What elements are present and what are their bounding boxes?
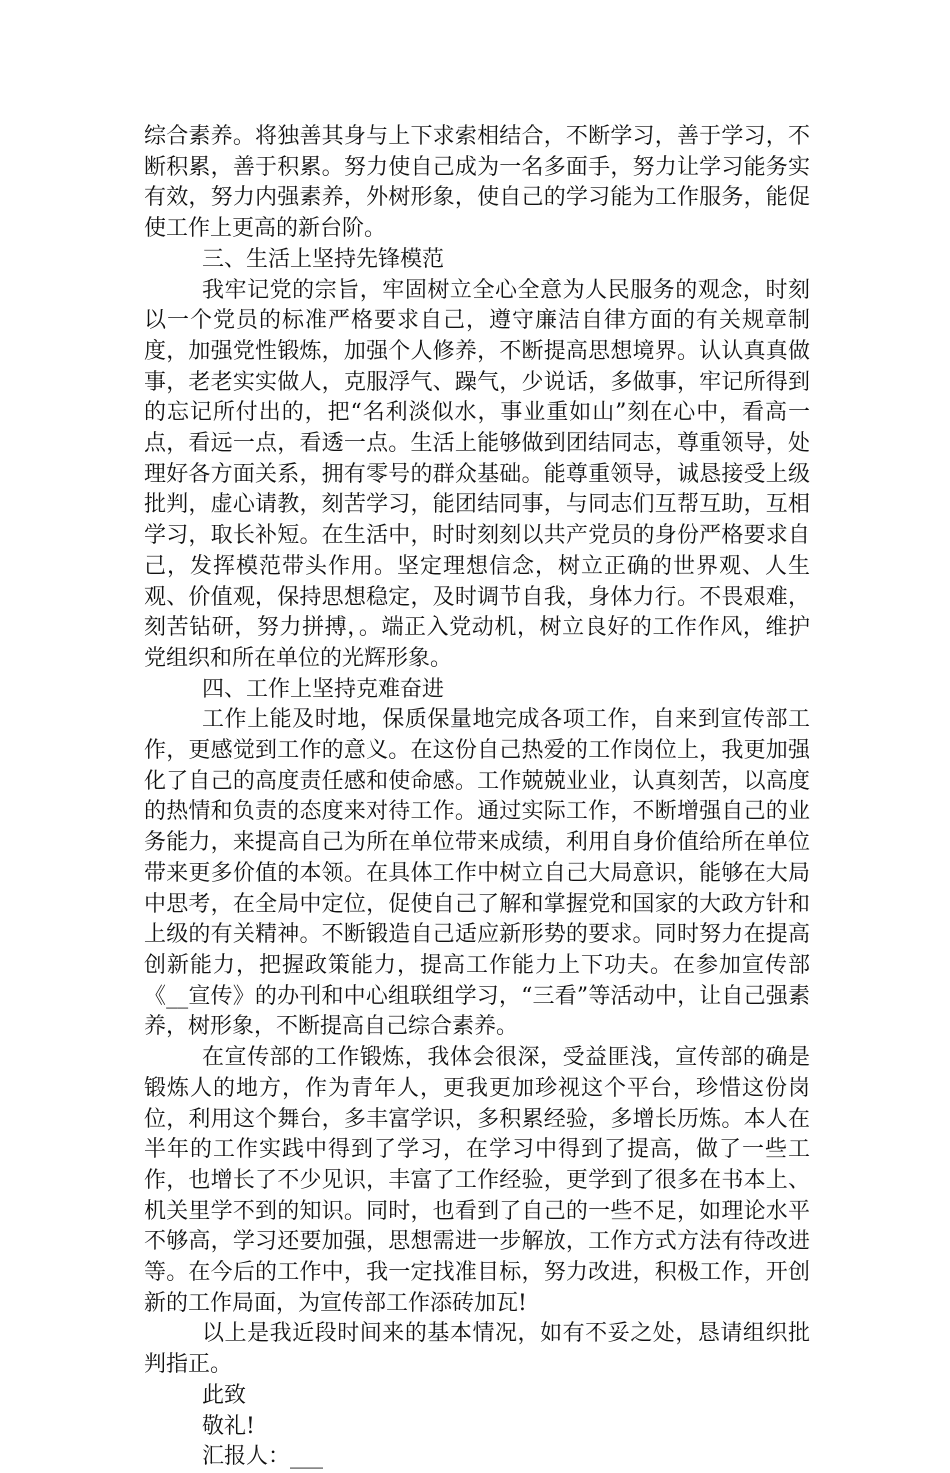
reporter-label: 汇报人： — [202, 1444, 291, 1470]
document-page — [144, 122, 810, 1473]
paragraph-self-cultivation: 综合素养。将独善其身与上下求索相结合，不断学习，善于学习，不断积累，善于积累。努力使自己成为一名多面手，努力让学习能务实有效，努力内强素养，外树形象，使自己的学习能为工作服务，能促使工作上更高的新台阶。 — [144, 124, 810, 242]
reporter-line — [144, 1442, 810, 1473]
paragraph-work: 工作上能及时地，保质保量地完成各项工作，自来到宣传部工作，更感觉到工作的意义。在这份自己热爱的工作岗位上，我更加强化了自己的高度责任感和使命感。工作兢兢业业，认真刻苦，以高度的热情和负责的态度来对待工作。通过实际工作，不断增强自己的业务能力，来提高自己为所在单位带来成绩，利用自身价值给所在单位带来更多价值的本领。在具体工作中树立自己大局意识，能够在大局中思考，在全局中定位，促使自己了解和掌握党和国家的大政方针和上级的有关精神。不断锻造自己适应新形势的要求。同时努力在提高创新能力，把握政策能力，提高工作能力上下功夫。在参加宣传部《__宣传》的办刊和中心组联组学习，“三看”等活动中，让自己强素养，树形象，不断提高自己综合素养。 — [144, 707, 810, 1040]
section-heading-work: 四、工作上坚持克难奋进 — [202, 676, 445, 702]
closing-salutation: 此致 — [202, 1382, 247, 1408]
section-heading-life: 三、生活上坚持先锋模范 — [202, 246, 445, 272]
paragraph-summary: 以上是我近段时间来的基本情况，如有不妥之处，恳请组织批判指正。 — [144, 1321, 810, 1378]
paragraph-reflection: 在宣传部的工作锻炼，我体会很深，受益匪浅，宣传部的确是锻炼人的地方，作为青年人，更我更加珍视这个平台，珍惜这份岗位，利用这个舞台，多丰富学识，多积累经验，多增长历炼。本人在半年的工作实践中得到了学习，在学习中得到了提高，做了一些工作，也增长了不少见识，丰富了工作经验，更学到了很多在书本上、机关里学不到的知识。同时，也看到了自己的一些不足，如理论水平不够高，学习还要加强，思想需进一步解放，工作方式方法有待改进等。在今后的工作中，我一定找准目标，努力改进，积极工作，开创新的工作局面，为宣传部工作添砖加瓦! — [144, 1045, 810, 1316]
paragraph-life: 我牢记党的宗旨，牢固树立全心全意为人民服务的观念，时刻以一个党员的标准严格要求自己，遵守廉洁自律方面的有关规章制度，加强党性锻炼，加强个人修养，不断提高思想境界。认认真真做事，老老实实做人，克服浮气、躁气，少说话，多做事，牢记所得到的忘记所付出的，把“名利淡似水，事业重如山”刻在心中，看高一点，看远一点，看透一点。生活上能够做到团结同志，尊重领导，处理好各方面关系，拥有零号的群众基础。能尊重领导，诚恳接受上级批判，虚心请教，刻苦学习，能团结同事，与同志们互帮互助，互相学习，取长补短。在生活中，时时刻刻以共产党员的身份严格要求自己，发挥模范带头作用。坚定理想信念，树立正确的世界观、人生观、价值观，保持思想稳定，及时调节自我，身体力行。不畏艰难，刻苦钻研，努力拼搏，。端正入党动机，树立良好的工作作风，维护党组织和所在单位的光辉形象。 — [144, 277, 810, 671]
reporter-blank: ___ — [290, 1444, 324, 1470]
closing-respect: 敬礼! — [202, 1413, 255, 1439]
